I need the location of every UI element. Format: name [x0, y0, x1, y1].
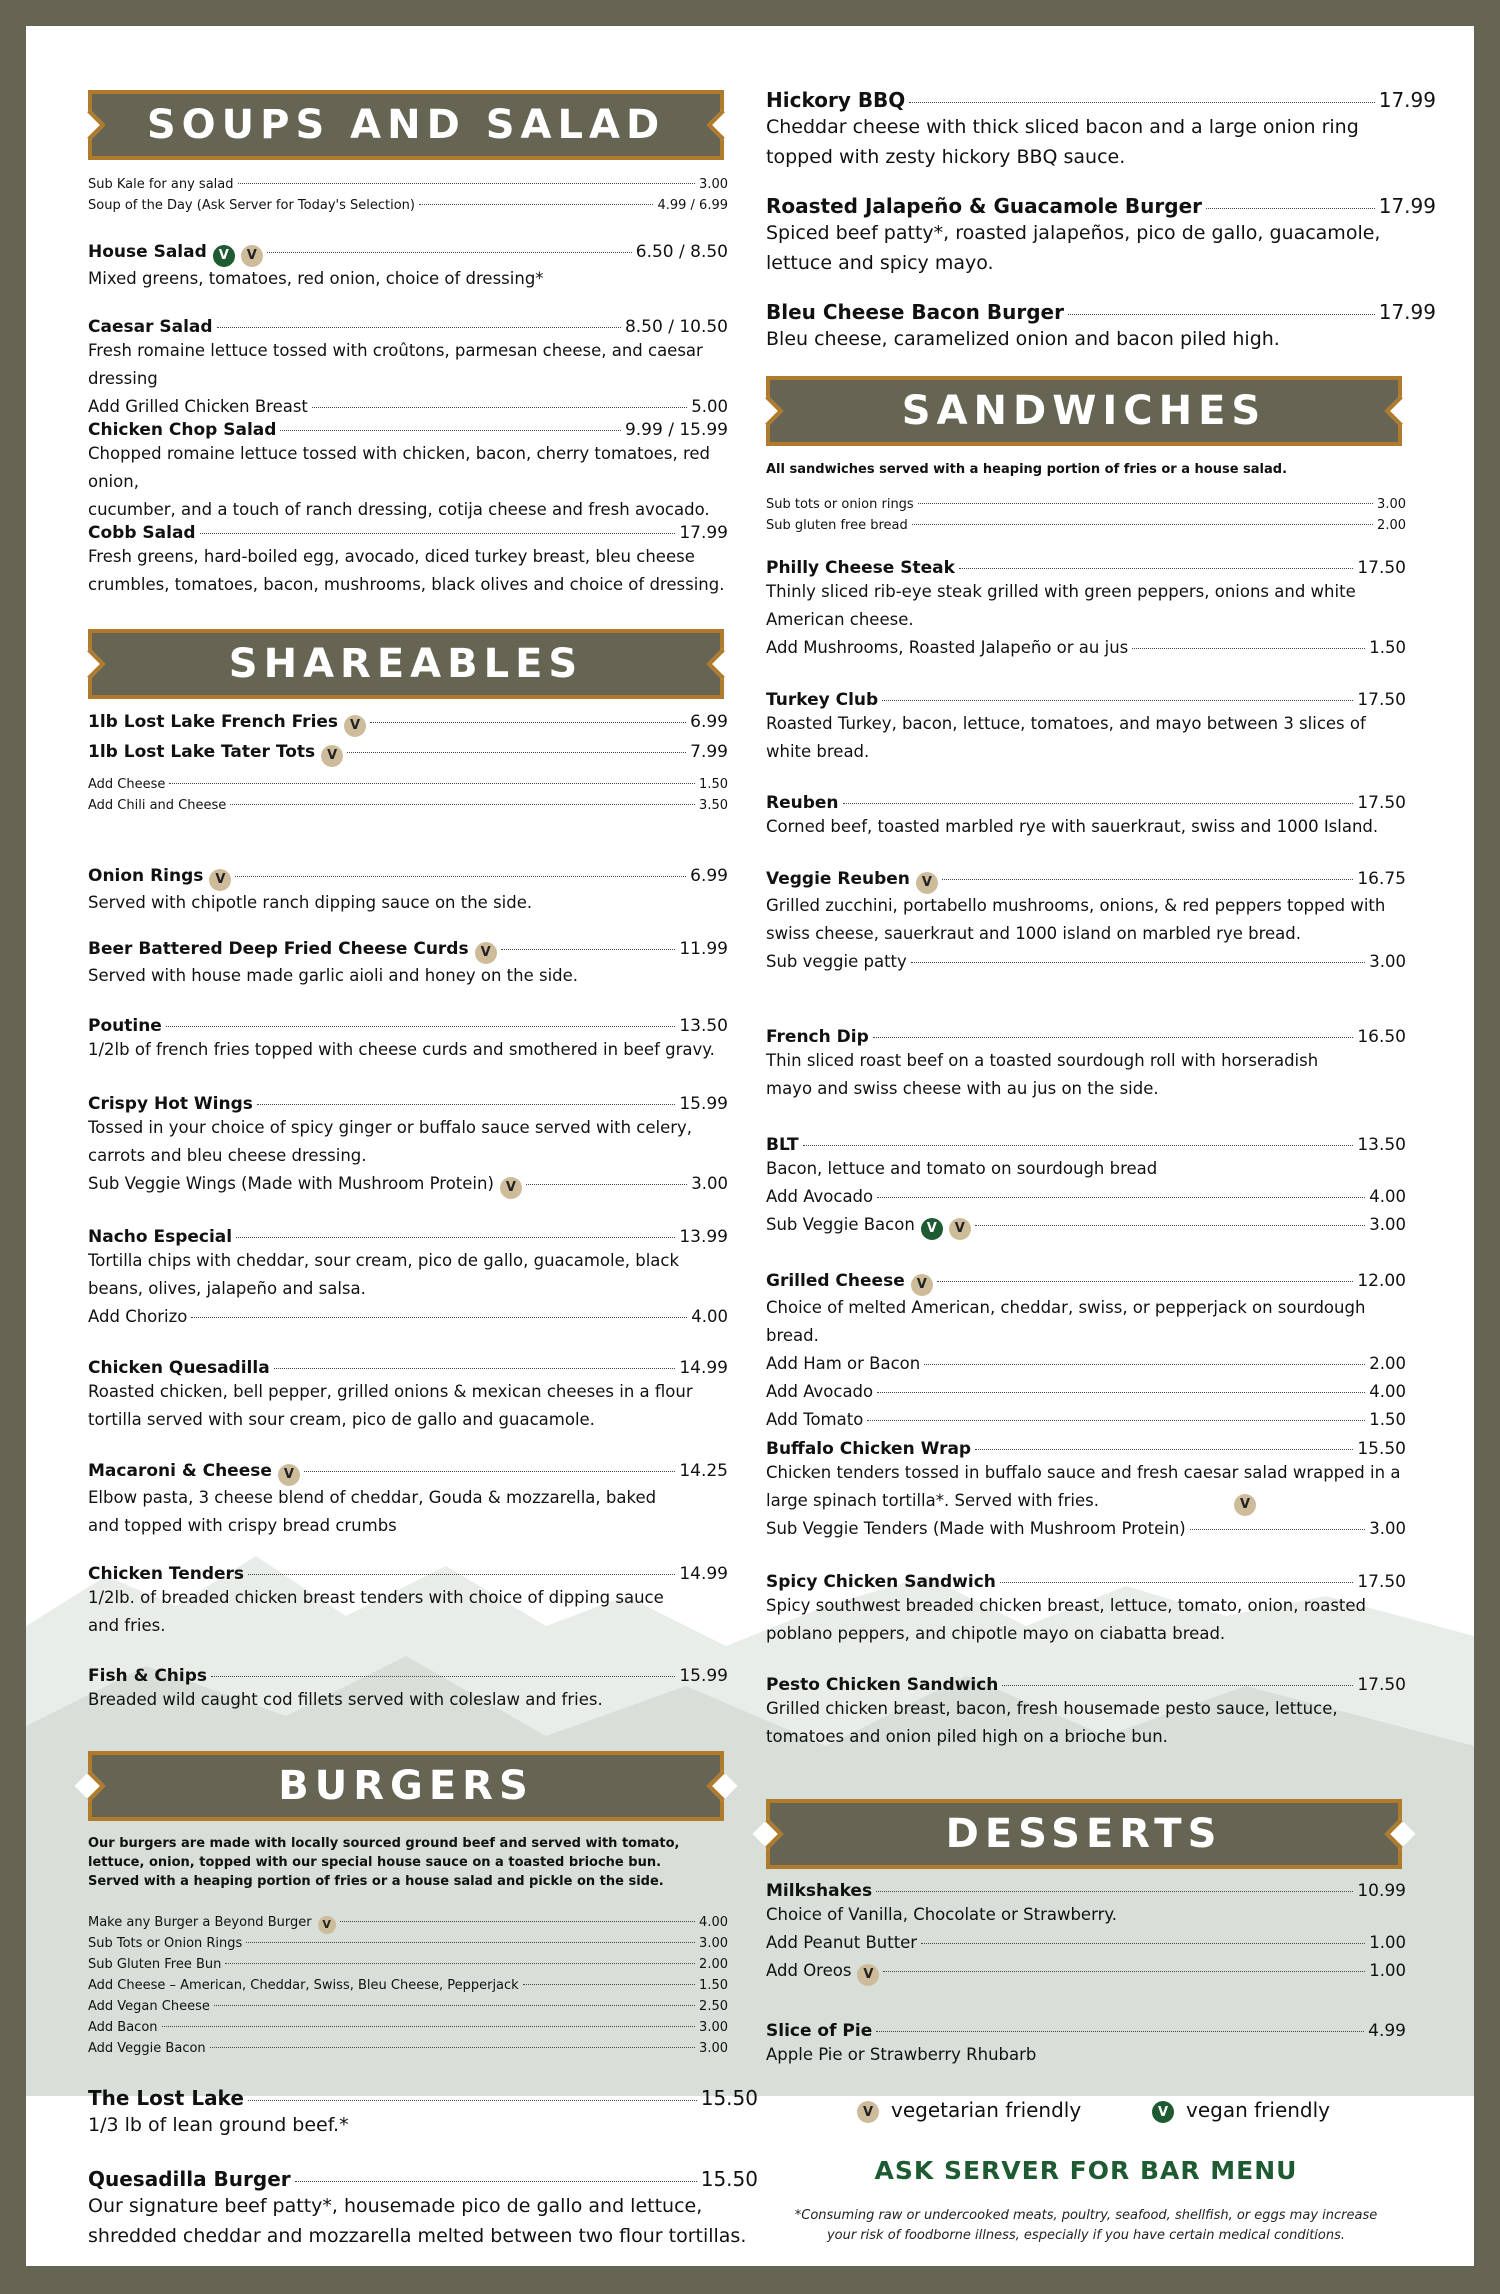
shareables-title: SHAREABLES — [228, 641, 584, 687]
cheese-curds — [88, 939, 728, 990]
item-description: Thinly sliced rib-eye steak grilled with green peppers, onions and white — [766, 582, 1356, 601]
addon-label: Add Mushrooms, Roasted Jalapeño or au jus — [766, 638, 1129, 657]
vegan-legend: V vegan friendly — [1146, 2098, 1330, 2122]
item-price: 17.50 — [1357, 690, 1406, 710]
item-name: Crispy Hot Wings — [88, 1094, 253, 1114]
soup-subs — [88, 174, 728, 216]
addon-price: 1.50 — [1369, 1409, 1406, 1429]
item-name: Pesto Chicken Sandwich — [766, 1675, 999, 1695]
item-description: swiss cheese, sauerkraut and 1000 island on marbled rye bread. — [766, 923, 1301, 943]
addon-label: Sub Veggie Tenders (Made with Mushroom Protein) — [766, 1519, 1186, 1538]
item-name: Chicken Chop Salad — [88, 420, 277, 440]
item-description: Grilled zucchini, portabello mushrooms, onions, & red peppers topped with — [766, 895, 1386, 915]
item-description: Spiced beef patty*, roasted jalapeños, pico de gallo, guacamole, — [766, 222, 1381, 244]
desserts-title: DESSERTS — [945, 1811, 1223, 1857]
item-description: poblano peppers, and chipotle mayo on ciabatta bread. — [766, 1624, 1226, 1643]
nacho-especial — [88, 1227, 728, 1331]
item-name: Beer Battered Deep Fried Cheese Curds — [88, 939, 469, 959]
item-price: 14.99 — [679, 1564, 728, 1584]
item-description: Cheddar cheese with thick sliced bacon and a large onion ring — [766, 116, 1359, 138]
item-description: Tortilla chips with cheddar, sour cream, pico de gallo, guacamole, black — [88, 1251, 680, 1270]
reuben — [766, 793, 1406, 841]
hot-wings — [88, 1094, 728, 1198]
turkey-club — [766, 690, 1406, 766]
item-price: 10.99 — [1357, 1881, 1406, 1901]
item-price: 16.75 — [1357, 869, 1406, 889]
item-description: Chopped romaine lettuce tossed with chicken, bacon, cherry tomatoes, red onion, — [88, 444, 711, 491]
item-description: Our signature beef patty*, housemade pico de gallo and lettuce, — [88, 2195, 703, 2217]
buffalo-chicken-wrap — [766, 1439, 1406, 1543]
menu-item: Add Veggie Bacon 3.00 — [88, 2041, 728, 2056]
milkshakes — [766, 1881, 1406, 1985]
menu-item: Sub Tots or Onion Rings 3.00 — [88, 1936, 728, 1951]
item-name: Chicken Tenders — [88, 1564, 245, 1584]
item-description: beans, olives, jalapeño and salsa. — [88, 1279, 366, 1298]
vegetarian-icon: V — [209, 869, 231, 891]
item-name: Reuben — [766, 793, 839, 813]
addon-price: 1.50 — [1369, 638, 1406, 657]
burgers-note: Our burgers are made with locally sourced ground beef and served with tomato, lettuce, onion, topped with our special house sauce on a toasted brioche bun. Served with a heaping portion of fries or a house salad and pickle on the side. — [88, 1836, 680, 1889]
item-name: The Lost Lake — [88, 2086, 244, 2110]
item-price: 17.50 — [1357, 793, 1406, 813]
addon-price: 1.00 — [1369, 1933, 1406, 1952]
item-price: 17.99 — [1378, 194, 1436, 218]
menu-item: Add Vegan Cheese 2.50 — [88, 1999, 728, 2014]
french-dip — [766, 1027, 1406, 1103]
item-name: Hickory BBQ — [766, 88, 906, 112]
addon-price: 5.00 — [691, 397, 728, 416]
pesto-chicken-sandwich — [766, 1675, 1406, 1751]
sandwich-subs — [766, 494, 1406, 536]
item-description: 1/2lb of french fries topped with cheese curds and smothered in beef gravy. — [88, 1040, 715, 1059]
item-price: 15.50 — [1357, 1439, 1406, 1459]
item-name: Poutine — [88, 1016, 162, 1036]
addon-label: Add Avocado — [766, 1187, 874, 1206]
addon-price: 3.00 — [1369, 1215, 1406, 1234]
sandwiches-note: All sandwiches served with a heaping portion of fries or a house salad. — [766, 462, 1288, 477]
addon-label: Sub Veggie Wings (Made with Mushroom Protein) — [88, 1174, 494, 1193]
quesadilla-burger — [88, 2167, 758, 2251]
menu-item: Add Bacon 3.00 — [88, 2020, 728, 2035]
soups-salad-title: SOUPS AND SALAD — [146, 102, 666, 148]
item-name: Buffalo Chicken Wrap — [766, 1439, 972, 1459]
item-description: large spinach tortilla*. Served with fries. — [766, 1491, 1099, 1510]
item-description: tortilla served with sour cream, pico de gallo and guacamole. — [88, 1410, 595, 1429]
item-name: Macaroni & Cheese — [88, 1461, 272, 1481]
item-description: shredded cheddar and mozzarella melted between two flour tortillas. — [88, 2225, 747, 2247]
item-price: 15.50 — [700, 2167, 758, 2191]
onion-rings — [88, 866, 728, 917]
addon-label: Add Avocado — [766, 1381, 874, 1401]
sandwiches-title: SANDWICHES — [901, 388, 1267, 434]
item-price: 15.99 — [679, 1094, 728, 1114]
item-name: Chicken Quesadilla — [88, 1358, 270, 1378]
addon-label: Add Peanut Butter — [766, 1933, 918, 1952]
item-description: Spicy southwest breaded chicken breast, lettuce, tomato, onion, roasted — [766, 1596, 1367, 1615]
addon-price: 4.00 — [1369, 1187, 1406, 1206]
grilled-cheese — [766, 1271, 1406, 1434]
vegetarian-icon: V — [949, 1218, 971, 1240]
addon-price: 3.00 — [691, 1174, 728, 1193]
fries-addons — [88, 774, 728, 816]
poutine — [88, 1016, 728, 1064]
vegetarian-icon: V — [475, 942, 497, 964]
item-description: Chicken tenders tossed in buffalo sauce and fresh caesar salad wrapped in a — [766, 1463, 1401, 1482]
shareables-banner — [88, 629, 724, 699]
item-description: Served with chipotle ranch dipping sauce on the side. — [88, 892, 533, 912]
addon-label: Add Ham or Bacon — [766, 1353, 921, 1373]
fish-and-chips — [88, 1666, 728, 1714]
addon-label: Add Grilled Chicken Breast — [88, 397, 308, 416]
menu-item: Sub gluten free bread 2.00 — [766, 518, 1406, 533]
item-name: Grilled Cheese — [766, 1271, 905, 1291]
vegetarian-icon: V — [321, 745, 343, 767]
french-fries — [88, 712, 728, 735]
item-price: 13.99 — [679, 1227, 728, 1247]
menu-page — [26, 26, 1474, 2266]
item-price: 11.99 — [679, 939, 728, 959]
item-price: 14.25 — [679, 1461, 728, 1481]
burgers-title: BURGERS — [278, 1763, 534, 1809]
item-price: 9.99 / 15.99 — [624, 420, 728, 440]
item-description: Tossed in your choice of spicy ginger or buffalo sauce served with celery, — [88, 1118, 693, 1137]
item-price: 6.99 — [690, 866, 728, 886]
addon-price: 2.00 — [1369, 1353, 1406, 1373]
burger-addons — [88, 1912, 728, 2059]
menu-item: Add Cheese 1.50 — [88, 777, 728, 792]
vegan-icon: V — [921, 1218, 943, 1240]
item-price: 6.99 — [690, 712, 728, 732]
item-price: 14.99 — [679, 1358, 728, 1378]
item-description: mayo and swiss cheese with au jus on the side. — [766, 1079, 1159, 1098]
item-price: 17.99 — [679, 523, 728, 543]
house-salad — [88, 242, 728, 293]
item-name: Philly Cheese Steak — [766, 558, 955, 578]
mac-and-cheese — [88, 1461, 728, 1540]
item-name: Bleu Cheese Bacon Burger — [766, 300, 1064, 324]
addon-price: 4.00 — [1369, 1381, 1406, 1401]
vegetarian-icon: V — [278, 1464, 300, 1486]
addon-label: Add Tomato — [766, 1409, 864, 1429]
vegetarian-legend: V vegetarian friendly — [851, 2098, 1081, 2122]
item-description: American cheese. — [766, 610, 914, 629]
item-description: Thin sliced roast beef on a toasted sourdough roll with horseradish — [766, 1051, 1319, 1070]
item-name: Caesar Salad — [88, 317, 213, 337]
hickory-bbq-burger — [766, 88, 1436, 172]
item-description: Roasted Turkey, bacon, lettuce, tomatoes, and mayo between 3 slices of — [766, 714, 1366, 733]
addon-label: Sub veggie patty — [766, 951, 907, 971]
item-price: 4.99 — [1368, 2021, 1406, 2041]
vegetarian-icon: V — [911, 1274, 933, 1296]
item-description: Apple Pie or Strawberry Rhubarb — [766, 2045, 1037, 2064]
desserts-banner — [766, 1799, 1402, 1869]
item-price: 7.99 — [690, 742, 728, 762]
item-description: and topped with crispy bread crumbs — [88, 1515, 397, 1535]
addon-label: Sub Veggie Bacon — [766, 1215, 915, 1234]
item-name: Nacho Especial — [88, 1227, 233, 1247]
item-description: Served with house made garlic aioli and honey on the side. — [88, 965, 579, 985]
menu-item: Add Chili and Cheese 3.50 — [88, 798, 728, 813]
item-description: tomatoes and onion piled high on a brioche bun. — [766, 1727, 1168, 1746]
tater-tots — [88, 742, 728, 765]
item-description: and fries. — [88, 1616, 166, 1635]
item-price: 16.50 — [1357, 1027, 1406, 1047]
item-description: topped with zesty hickory BBQ sauce. — [766, 146, 1126, 168]
addon-price: 3.00 — [1369, 1519, 1406, 1538]
item-description: Choice of Vanilla, Chocolate or Strawberry. — [766, 1905, 1118, 1924]
health-disclaimer: *Consuming raw or undercooked meats, poultry, seafood, shellfish, or eggs may increase your risk of foodborne illness, especially if you have certain medical conditions. — [794, 2208, 1378, 2243]
item-name: Spicy Chicken Sandwich — [766, 1572, 996, 1592]
item-description: Bleu cheese, caramelized onion and bacon piled high. — [766, 328, 1280, 350]
item-name: Veggie Reuben — [766, 869, 910, 889]
item-description: carrots and bleu cheese dressing. — [88, 1146, 367, 1165]
item-name: Slice of Pie — [766, 2021, 873, 2041]
caesar-salad — [88, 317, 728, 421]
item-name: French Dip — [766, 1027, 869, 1047]
item-description: 1/2lb. of breaded chicken breast tenders with choice of dipping sauce — [88, 1588, 664, 1607]
item-name: Fish & Chips — [88, 1666, 208, 1686]
vegetarian-icon: V — [500, 1177, 522, 1199]
vegan-icon: V — [213, 245, 235, 267]
soups-salad-banner — [88, 90, 724, 160]
item-description: Bacon, lettuce and tomato on sourdough bread — [766, 1159, 1158, 1178]
lost-lake-burger — [88, 2086, 758, 2140]
menu-item: Sub tots or onion rings 3.00 — [766, 497, 1406, 512]
addon-label: Add Oreos — [766, 1961, 852, 1980]
item-price: 17.99 — [1378, 88, 1436, 112]
menu-item: Sub Kale for any salad 3.00 — [88, 177, 728, 192]
item-price: 15.99 — [679, 1666, 728, 1686]
item-name: BLT — [766, 1135, 799, 1155]
addon-label: Add Chorizo — [88, 1307, 188, 1326]
item-description: Corned beef, toasted marbled rye with sauerkraut, swiss and 1000 Island. — [766, 817, 1379, 836]
item-price: 12.00 — [1357, 1271, 1406, 1291]
addon-price: 4.00 — [691, 1307, 728, 1326]
item-description: Grilled chicken breast, bacon, fresh housemade pesto sauce, lettuce, — [766, 1699, 1338, 1718]
bar-menu-notice: ASK SERVER FOR BAR MENU — [874, 2156, 1298, 2185]
sandwiches-banner — [766, 376, 1402, 446]
vegetarian-icon: V — [916, 872, 938, 894]
item-name: Onion Rings — [88, 866, 204, 886]
item-description: lettuce and spicy mayo. — [766, 252, 994, 274]
menu-item: Soup of the Day (Ask Server for Today's Selection) 4.99 / 6.99 — [88, 198, 728, 213]
item-name: Roasted Jalapeño & Guacamole Burger — [766, 194, 1203, 218]
item-price: 15.50 — [700, 2086, 758, 2110]
item-description: Fresh romaine lettuce tossed with croûtons, parmesan cheese, and caesar dressing — [88, 341, 703, 388]
slice-of-pie — [766, 2021, 1406, 2069]
item-price: 17.99 — [1378, 300, 1436, 324]
chicken-tenders — [88, 1564, 728, 1640]
bleu-cheese-bacon-burger — [766, 300, 1436, 354]
vegan-icon: V — [1152, 2101, 1174, 2123]
item-description: white bread. — [766, 742, 870, 761]
item-price: 8.50 / 10.50 — [624, 317, 728, 337]
item-price: 17.50 — [1357, 558, 1406, 578]
vegetarian-icon: V — [344, 715, 366, 737]
philly-cheese-steak — [766, 558, 1406, 662]
item-description: Elbow pasta, 3 cheese blend of cheddar, Gouda & mozzarella, baked — [88, 1487, 657, 1507]
item-price: 13.50 — [679, 1016, 728, 1036]
cobb-salad — [88, 523, 728, 599]
spicy-chicken-sandwich — [766, 1572, 1406, 1648]
item-description: crumbles, tomatoes, bacon, mushrooms, black olives and choice of dressing. — [88, 575, 725, 594]
addon-price: 3.00 — [1369, 951, 1406, 971]
item-name: 1lb Lost Lake French Fries — [88, 712, 339, 732]
vegetarian-icon: V — [318, 1916, 336, 1934]
item-price: 6.50 / 8.50 — [635, 242, 728, 262]
menu-item: Make any Burger a Beyond Burger V 4.00 — [88, 1912, 728, 1933]
item-description: cucumber, and a touch of ranch dressing, cotija cheese and fresh avocado. — [88, 500, 710, 519]
addon-price: 1.00 — [1369, 1961, 1406, 1980]
item-description: Breaded wild caught cod fillets served with coleslaw and fries. — [88, 1690, 603, 1709]
item-description: Roasted chicken, bell pepper, grilled onions & mexican cheeses in a flour — [88, 1382, 693, 1401]
vegetarian-icon: V — [857, 2101, 879, 2123]
item-description: Choice of melted American, cheddar, swiss, or pepperjack on sourdough bread. — [766, 1297, 1366, 1345]
blt — [766, 1135, 1406, 1239]
item-price: 17.50 — [1357, 1572, 1406, 1592]
item-name: Turkey Club — [766, 690, 879, 710]
item-price: 17.50 — [1357, 1675, 1406, 1695]
item-name: 1lb Lost Lake Tater Tots — [88, 742, 316, 762]
item-description: Fresh greens, hard-boiled egg, avocado, diced turkey breast, bleu cheese — [88, 547, 695, 566]
veggie-reuben — [766, 869, 1406, 976]
burgers-banner — [88, 1751, 724, 1821]
item-name: Quesadilla Burger — [88, 2167, 291, 2191]
vegetarian-icon: V — [241, 245, 263, 267]
item-price: 13.50 — [1357, 1135, 1406, 1155]
item-description: 1/3 lb of lean ground beef.* — [88, 2114, 349, 2136]
menu-item: Sub Gluten Free Bun 2.00 — [88, 1957, 728, 1972]
item-name: Cobb Salad — [88, 523, 196, 543]
jalapeno-guacamole-burger — [766, 194, 1436, 278]
chicken-chop-salad — [88, 420, 728, 524]
item-name: House Salad — [88, 242, 207, 262]
vegetarian-icon: V — [1234, 1494, 1256, 1516]
vegetarian-icon: V — [857, 1964, 879, 1986]
item-name: Milkshakes — [766, 1881, 873, 1901]
chicken-quesadilla — [88, 1358, 728, 1434]
item-description: Mixed greens, tomatoes, red onion, choice of dressing* — [88, 268, 544, 288]
menu-item: Add Cheese – American, Cheddar, Swiss, Bleu Cheese, Pepperjack 1.50 — [88, 1978, 728, 1993]
